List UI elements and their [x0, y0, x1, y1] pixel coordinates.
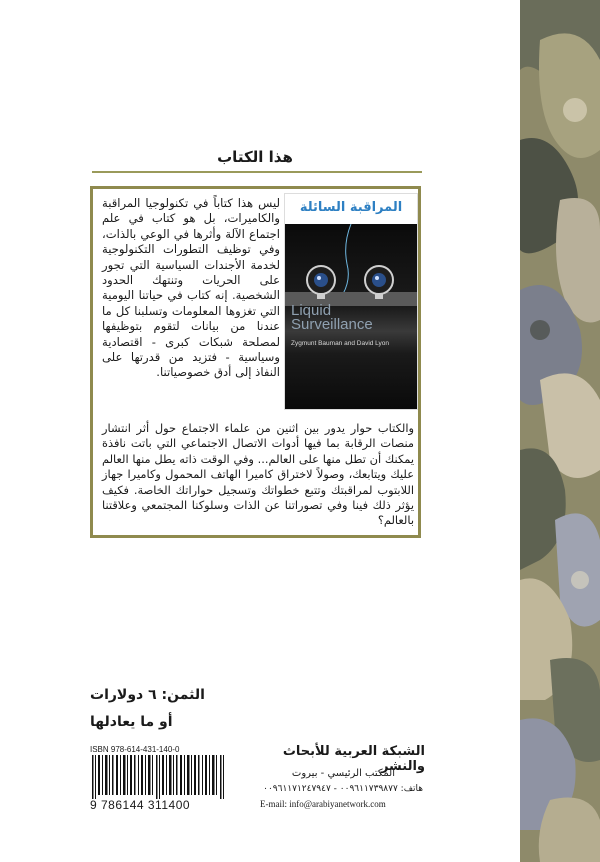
blurb-paragraph-1: ليس هذا كتاباً في تكنولوجيا المراقبة والكاميرات، بل هو كتاب في علم اجتماع الآلة وأثرها في الوعي بالذات، وفي توظيف التطورات التكنولوجية لخدمة الأجندات السياسية التي تجور على الحريات وتنتهك الحدود الشخصية. إنه كتاب في حياتنا اليومية التي تغزوها المعلومات وتسلبنا كل ما عندنا من بيانات لتقوم بتوظيفها لمصلحة شبكات كبرى - اقتصادية وسياسية - فتزيد من قدرتها على النفاذ إلى أدق خصوصياتنا. [102, 196, 280, 380]
camouflage-spine-strip [520, 0, 600, 862]
barcode-number: 9 786144 311400 [90, 798, 191, 812]
cover-english-title: Liquid Surveillance [291, 302, 373, 333]
publisher-office: المكتب الرئيسي - بيروت [291, 768, 395, 779]
publisher-name: الشبكة العربية للأبحاث والنشر [282, 744, 425, 774]
publisher-email: E-mail: info@arabiyanetwork.com [260, 799, 386, 809]
price: الثمن: ٦ دولارات [90, 687, 205, 703]
isbn: ISBN 978-614-431-140-0 [90, 745, 180, 754]
blurb-paragraph-2: والكتاب حوار يدور بين اثنين من علماء الاجتماع حول أثر انتشار منصات الرقابة بما فيها أدوات الاتصال الاجتماعي التي باتت نافذة يمكنك أن تطل منها على العالم... وفي الوقت ذاته يطل منها العالم عليك ويتابعك، وصولاً لاختراق كاميرا الهاتف المحمول وكاميرا جهاز اللابتوب لمراقبتك وتتبع خطواتك وتسجيل حواراتك الخاصة. فكيف يؤثر ذلك فينا وفي تصوراتنا عن الذات وسلوكنا المجتمعي وعلاقتنا بالعالم؟ [102, 421, 414, 528]
barcode [90, 755, 230, 799]
book-cover-image [284, 193, 418, 410]
price-equivalent: أو ما يعادلها [90, 714, 173, 730]
section-title: هذا الكتاب [217, 148, 293, 166]
publisher-phone: هاتف: ٠٠٩٦١١٧٣٩٨٧٧ - ٠٠٩٦١١٧١٢٤٧٩٤٧ [263, 784, 423, 794]
cover-authors: Zygmunt Bauman and David Lyon [291, 340, 390, 347]
title-divider [92, 171, 422, 173]
cover-arabic-title: المراقبة السائلة [299, 200, 403, 215]
